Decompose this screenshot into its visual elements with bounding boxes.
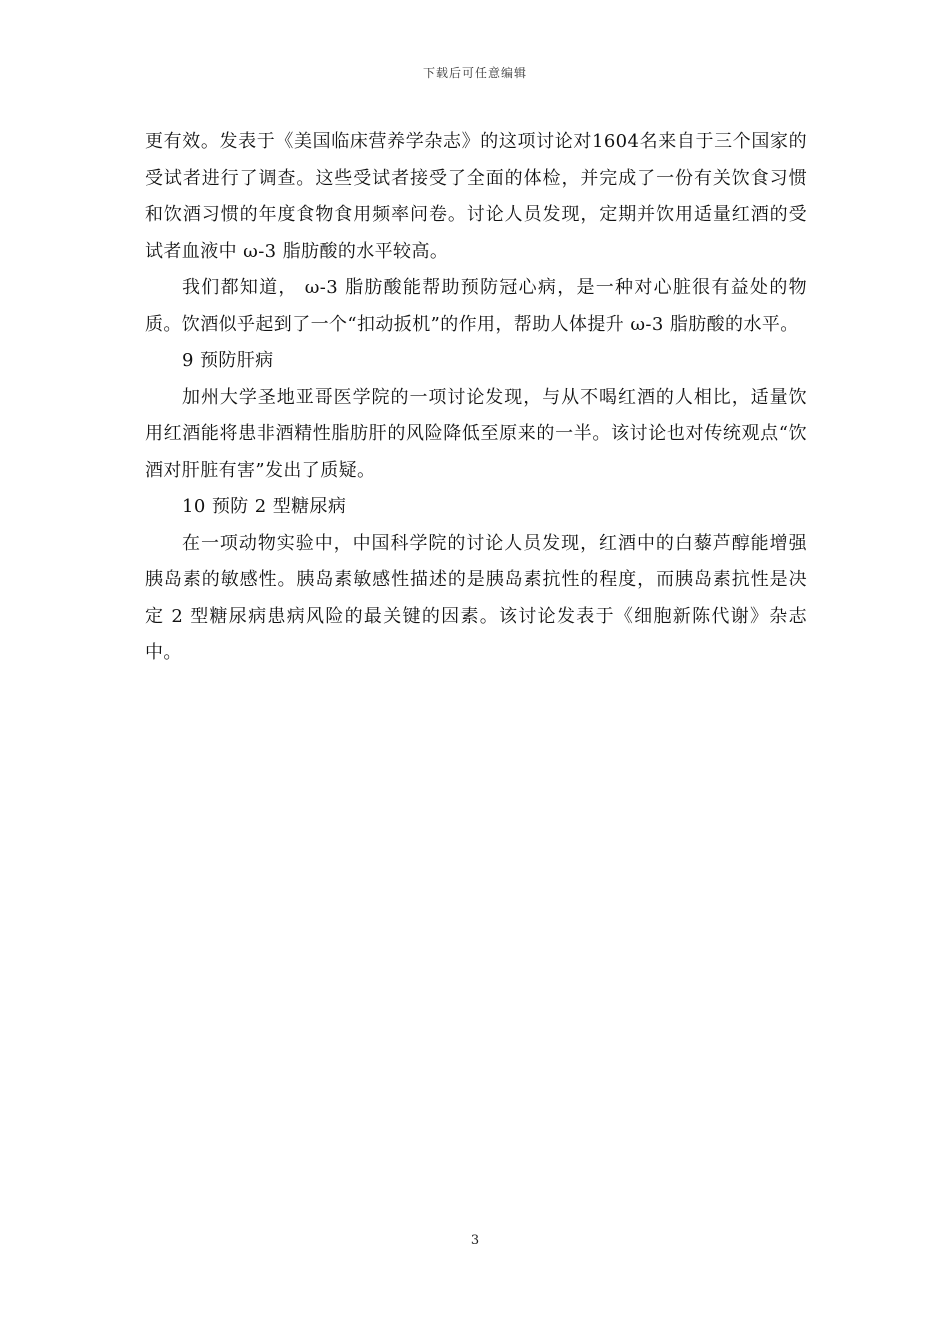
page-header: 下载后可任意编辑 <box>422 66 527 80</box>
section-heading-diabetes: 10 预防 2 型糖尿病 <box>182 496 347 517</box>
document-body <box>145 124 807 672</box>
paragraph-diabetes-study: 在一项动物实验中，中国科学院的讨论人员发现，红酒中的白藜芦醇能增强胰岛素的敏感性。胰岛素敏感性描述的是胰岛素抗性的程度，而胰岛素抗性是决定 2 型糖尿病患病风险的最关键的因素。该讨论发表于《细胞新陈代谢》杂志中。 <box>145 532 807 663</box>
paragraph-omega3-study: 更有效。发表于《美国临床营养学杂志》的这项讨论对1604名来自于三个国家的受试者进行了调查。这些受试者接受了全面的体检，并完成了一份有关饮食习惯和饮酒习惯的年度食物食用频率问卷。讨论人员发现，定期并饮用适量红酒的受试者血液中 ω-3 脂肪酸的水平较高。 <box>145 131 807 262</box>
page-number: 3 <box>470 1233 480 1248</box>
paragraph-omega3-benefit: 我们都知道， ω-3 脂肪酸能帮助预防冠心病，是一种对心脏很有益处的物质。饮酒似乎起到了一个“扣动扳机”的作用，帮助人体提升 ω-3 脂肪酸的水平。 <box>145 277 807 335</box>
paragraph-liver-study: 加州大学圣地亚哥医学院的一项讨论发现，与从不喝红酒的人相比，适量饮用红酒能将患非酒精性脂肪肝的风险降低至原来的一半。该讨论也对传统观点“饮酒对肝脏有害”发出了质疑。 <box>145 386 807 481</box>
section-heading-liver: 9 预防肝病 <box>182 350 274 371</box>
